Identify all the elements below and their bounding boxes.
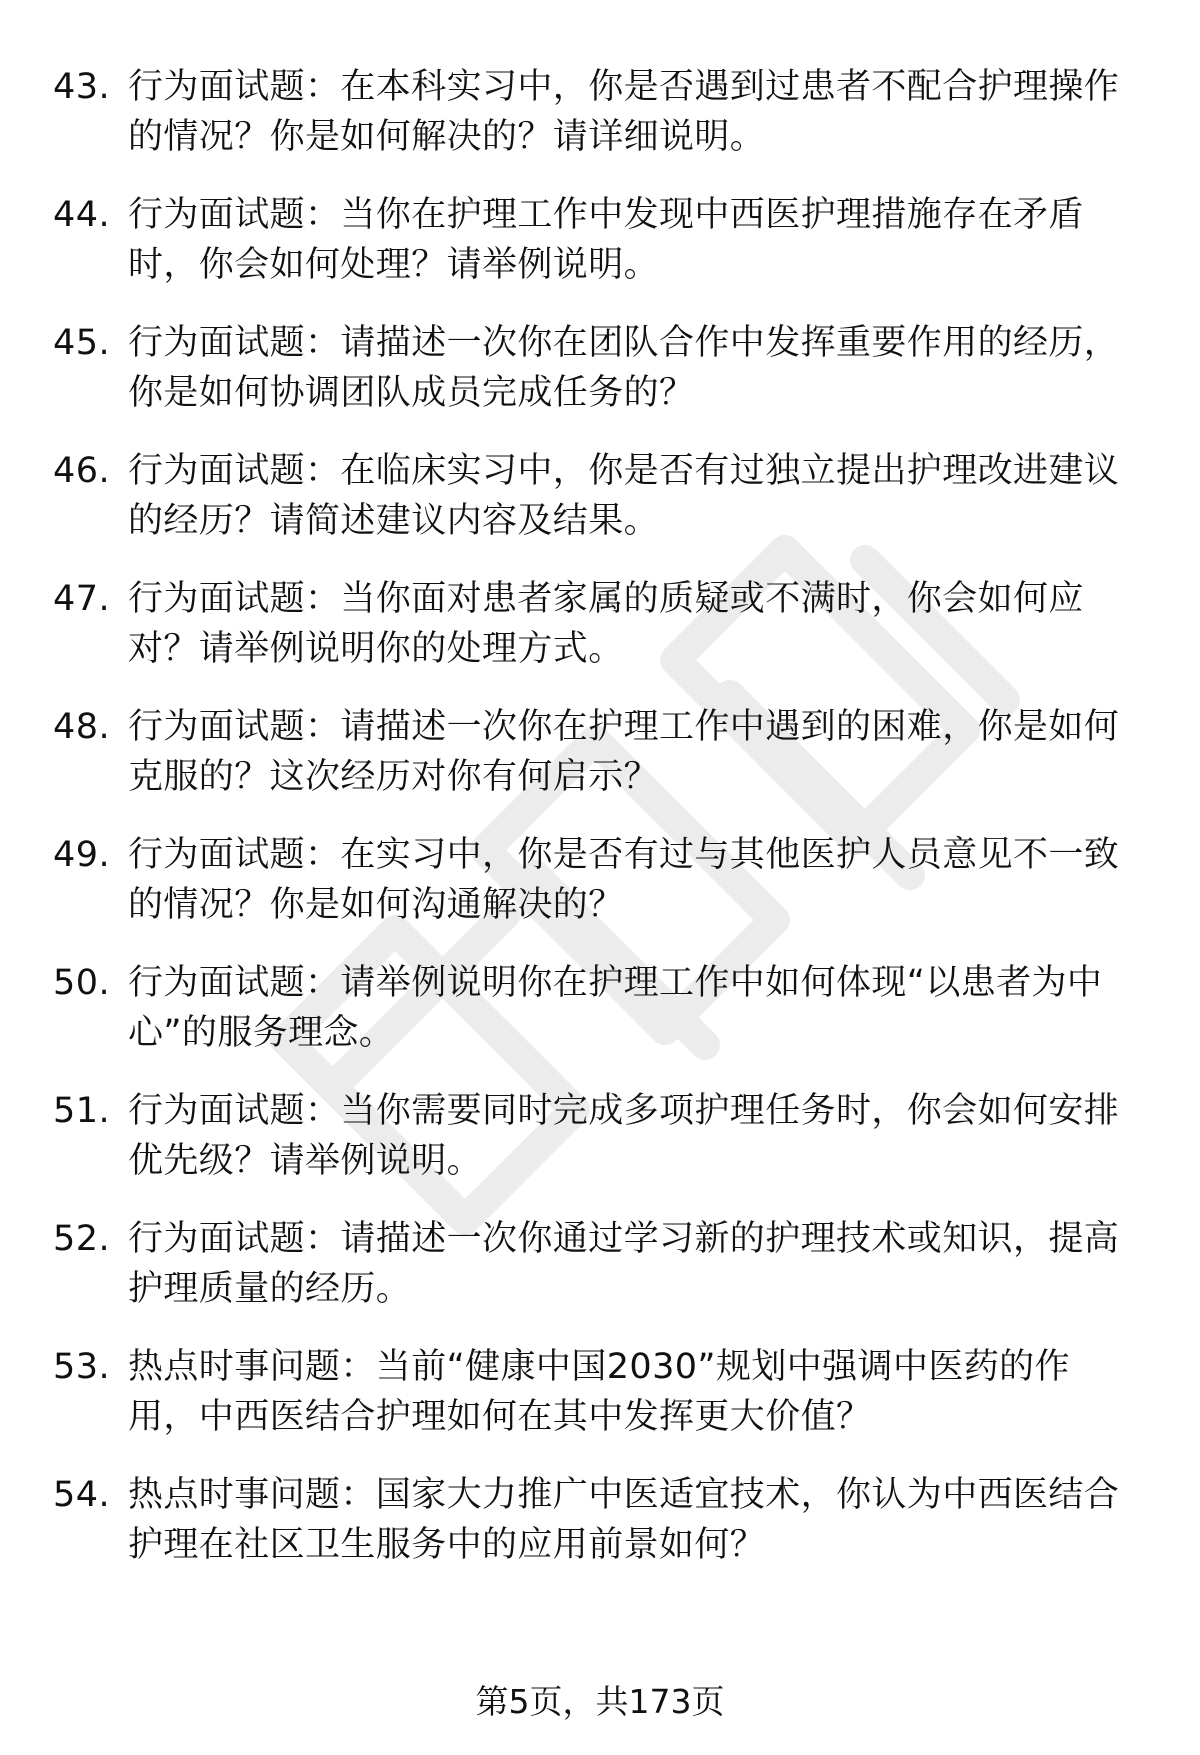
question-list [0,55,1200,1591]
question-text-line-2: 护理在社区卫生服务中的应用前景如何？ [128,1525,766,1565]
question-item [0,55,1200,183]
question-text-line-2: 优先级？请举例说明。 [128,1141,483,1181]
question-number: 46. [53,451,111,491]
question-number: 50. [53,963,111,1003]
page-number-label: 第5页，共173页 [475,1682,725,1721]
question-item [0,567,1200,695]
page-footer [0,1680,1200,1724]
question-item [0,439,1200,567]
question-text-line-2: 护理质量的经历。 [128,1269,412,1309]
question-text-line-1: 行为面试题：请描述一次你在护理工作中遇到的困难，你是如何 [128,707,1120,747]
question-text-line-2: 心”的服务理念。 [128,1013,395,1053]
question-text-line-1: 行为面试题：请描述一次你通过学习新的护理技术或知识，提高 [128,1219,1120,1259]
question-item [0,1079,1200,1207]
question-text-line-1: 行为面试题：请举例说明你在护理工作中如何体现“以患者为中 [128,963,1103,1003]
question-number: 53. [53,1347,111,1387]
question-number: 49. [53,835,111,875]
question-text-line-1: 行为面试题：当你需要同时完成多项护理任务时，你会如何安排 [128,1091,1120,1131]
question-text-line-2: 时，你会如何处理？请举例说明。 [128,245,660,285]
question-item [0,951,1200,1079]
question-item [0,1463,1200,1591]
question-text-line-2: 的情况？你是如何解决的？请详细说明。 [128,117,766,157]
question-number: 44. [53,195,111,235]
question-text-line-1: 行为面试题：在实习中，你是否有过与其他医护人员意见不一致 [128,835,1120,875]
question-number: 54. [53,1475,111,1515]
question-item [0,823,1200,951]
question-text-line-2: 的情况？你是如何沟通解决的？ [128,885,624,925]
question-item [0,183,1200,311]
question-text-line-1: 热点时事问题：当前“健康中国2030”规划中强调中医药的作 [128,1347,1070,1387]
question-text-line-2: 克服的？这次经历对你有何启示？ [128,757,660,797]
question-text-line-1: 热点时事问题：国家大力推广中医适宜技术，你认为中西医结合 [128,1475,1120,1515]
question-number: 45. [53,323,111,363]
question-number: 52. [53,1219,111,1259]
question-text-line-1: 行为面试题：当你在护理工作中发现中西医护理措施存在矛盾 [128,195,1084,235]
question-item [0,311,1200,439]
question-text-line-2: 的经历？请简述建议内容及结果。 [128,501,660,541]
question-text-line-2: 你是如何协调团队成员完成任务的？ [128,373,695,413]
question-text-line-1: 行为面试题：当你面对患者家属的质疑或不满时，你会如何应 [128,579,1084,619]
question-item [0,1207,1200,1335]
question-item [0,695,1200,823]
question-text-line-2: 用，中西医结合护理如何在其中发挥更大价值？ [128,1397,872,1437]
question-item [0,1335,1200,1463]
question-text-line-1: 行为面试题：在临床实习中，你是否有过独立提出护理改进建议 [128,451,1120,491]
question-text-line-1: 行为面试题：在本科实习中，你是否遇到过患者不配合护理操作 [128,67,1120,107]
question-number: 47. [53,579,111,619]
question-text-line-1: 行为面试题：请描述一次你在团队合作中发挥重要作用的经历， [128,323,1120,363]
question-number: 48. [53,707,111,747]
question-number: 51. [53,1091,111,1131]
question-text-line-2: 对？请举例说明你的处理方式。 [128,629,624,669]
question-number: 43. [53,67,111,107]
